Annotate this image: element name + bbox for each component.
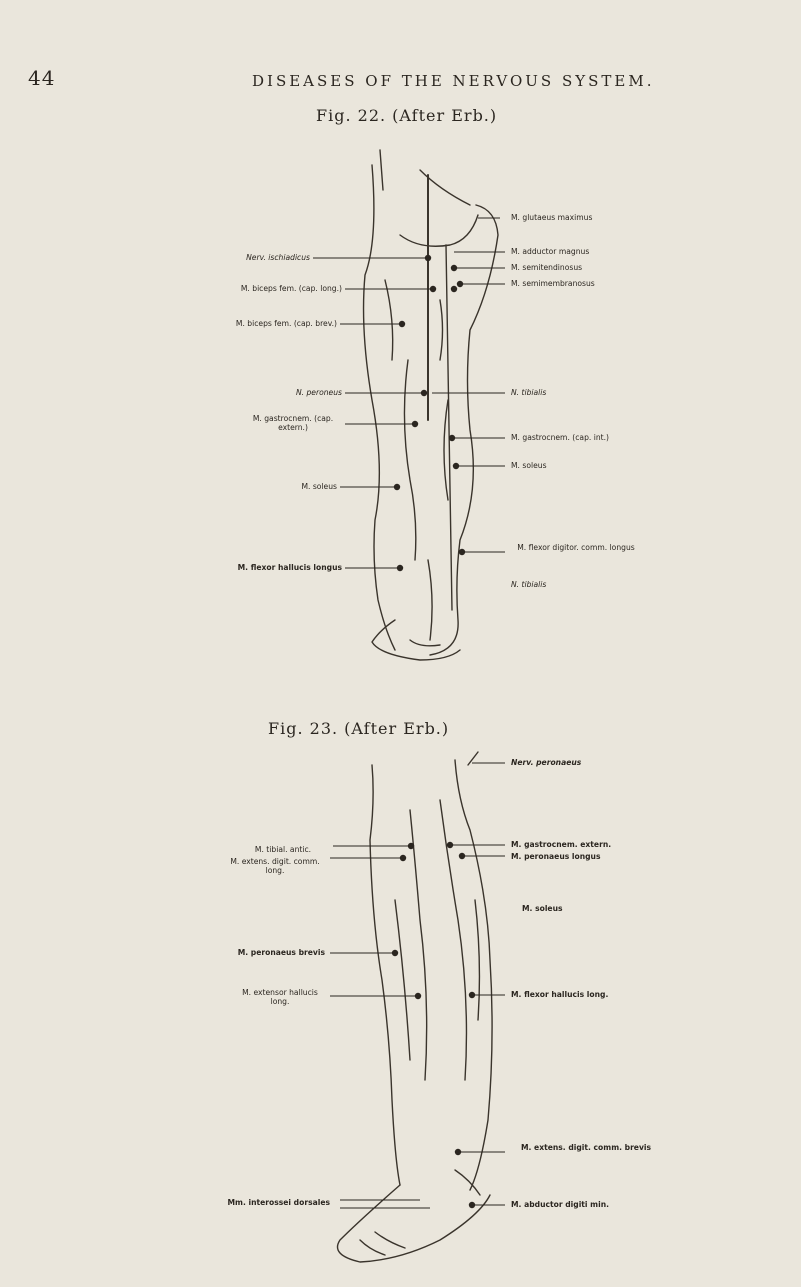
- fig22-label-biceps-brev: M. biceps fem. (cap. brev.): [235, 319, 337, 328]
- fig23-label-peronaeus-longus: M. peronaeus longus: [511, 852, 601, 861]
- fig22-label-adductor: M. adductor magnus: [511, 247, 590, 256]
- fig22-label-biceps-long: M. biceps fem. (cap. long.): [240, 284, 342, 293]
- fig23-label-extens-digit-long: M. extens. digit. comm. long.: [230, 857, 320, 875]
- fig23-label-peronaeus-brevis: M. peronaeus brevis: [237, 948, 325, 957]
- fig22-label-glutaeus: M. glutaeus maximus: [511, 213, 593, 222]
- figure-22-caption: Fig. 22. (After Erb.): [316, 106, 498, 125]
- fig22-label-semimembranosus: M. semimembranosus: [511, 279, 595, 288]
- fig22-label-soleus: M. soleus: [301, 482, 337, 491]
- fig22-label-n-tibialis-1: N. tibialis: [511, 388, 547, 397]
- fig23-label-extensor-hallucis: M. extensor hallucis long.: [242, 988, 318, 1006]
- fig22-label-flexor-hallucis: M. flexor hallucis longus: [237, 563, 342, 572]
- fig23-label-nerv-peronaeus: Nerv. peronaeus: [511, 758, 582, 767]
- fig23-label-interossei-dorsales: Mm. interossei dorsales: [227, 1198, 330, 1207]
- fig23-label-gastrocnem-extern: M. gastrocnem. extern.: [511, 840, 612, 849]
- figure-23-caption: Fig. 23. (After Erb.): [268, 719, 450, 738]
- fig23-label-soleus: M. soleus: [522, 904, 563, 913]
- fig23-label-tibial-antic: M. tibial. antic.: [254, 845, 312, 854]
- fig23-leg-drawing: [338, 752, 493, 1262]
- fig23-label-abductor-digiti: M. abductor digiti min.: [511, 1200, 609, 1209]
- fig22-label-n-peroneus: N. peroneus: [295, 388, 342, 397]
- fig22-label-nerv-ischiadicus: Nerv. ischiadicus: [246, 253, 310, 262]
- fig22-label-n-tibialis-2: N. tibialis: [511, 580, 547, 589]
- fig22-label-soleus-right: M. soleus: [511, 461, 547, 470]
- fig23-label-extens-digit-brevis: M. extens. digit. comm. brevis: [520, 1143, 652, 1152]
- fig22-label-flexor-digitor: M. flexor digitor. comm. longus: [517, 543, 635, 552]
- fig22-label-semitendinosus: M. semitendinosus: [511, 263, 583, 272]
- fig23-label-flexor-hallucis: M. flexor hallucis long.: [511, 990, 609, 999]
- page-number: 44: [28, 66, 56, 90]
- fig22-label-gastrocnem-extern: M. gastrocnem. (cap. extern.): [252, 414, 334, 432]
- running-head: DISEASES OF THE NERVOUS SYSTEM.: [252, 72, 655, 90]
- fig23-motor-points: [392, 842, 475, 1208]
- fig22-label-gastrocnem-int: M. gastrocnem. (cap. int.): [511, 433, 609, 442]
